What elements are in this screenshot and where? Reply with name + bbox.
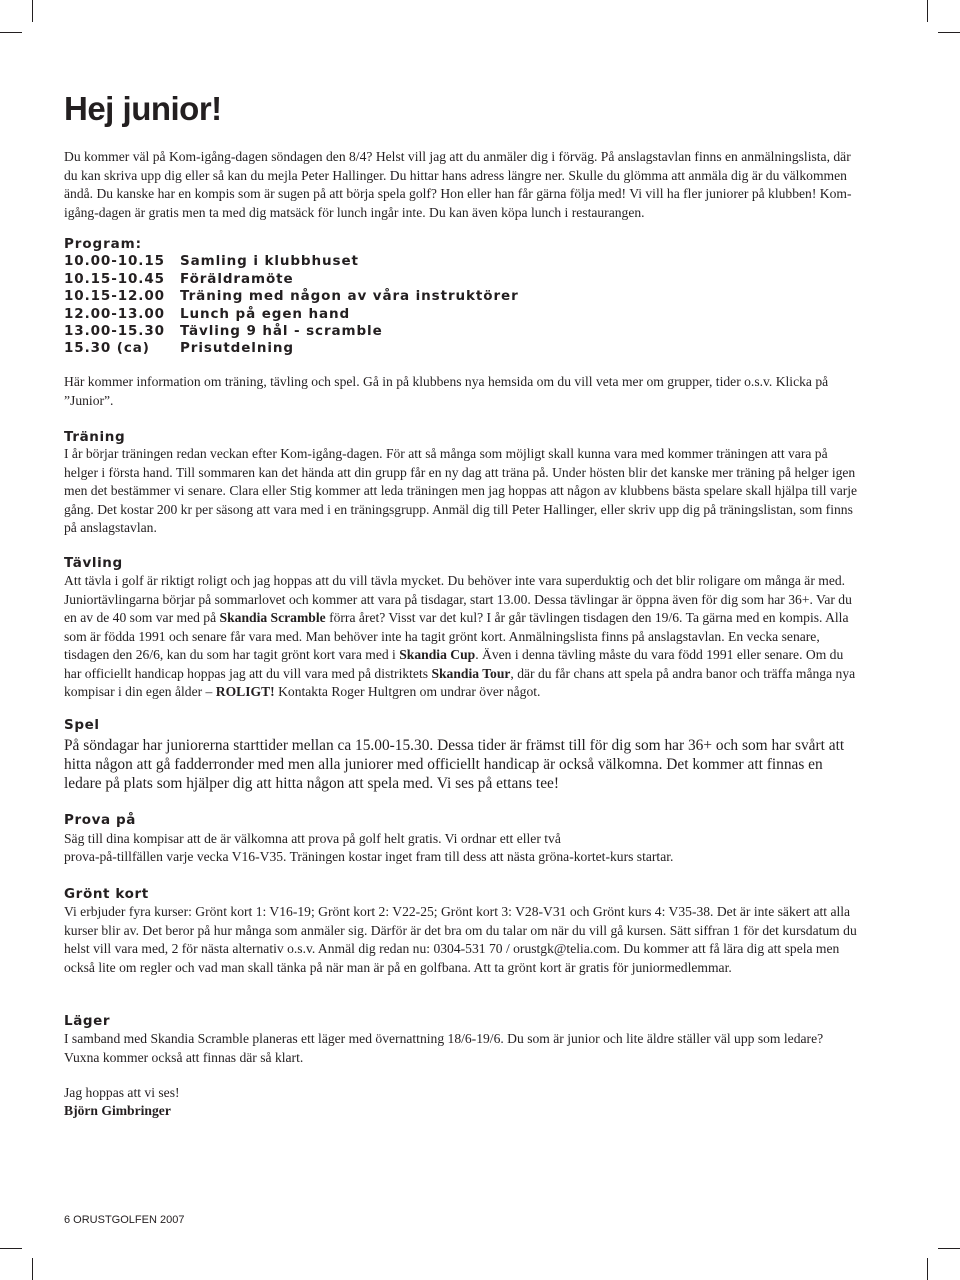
crop-mark-top-left-v: [32, 0, 33, 22]
program-row: [64, 288, 519, 305]
signature: Björn Gimbringer: [64, 1103, 171, 1118]
program-row: [64, 253, 519, 270]
tavling-text: . Även i denna tävling måste du vara född 1991 eller senare. Om du har officiellt handicap hoppas jag att du vill vara med på distriktets: [64, 647, 844, 681]
crop-mark-bottom-left: [0, 1248, 22, 1249]
program-time: 10.00-10.15: [64, 253, 165, 270]
lager-paragraph: I samband med Skandia Scramble planeras ett läger med övernattning 18/6-19/6. Du som är junior och lite äldre ställer väl upp som ledare? Vuxna kommer också att finnas där så klart.: [64, 1031, 824, 1065]
tavling-text: förra året? Visst var det kul? I år går tävlingen tisdagen den 19/6. Ta gärna med en kompis. Alla som är födda 1991 och senare får vara med. Man behöver inte ha tagit grönt kort. Anmälningslista finns på anslagstavlan. En vecka senare, tisdagen den 26/6, kan du som har tagit grönt kort vara med i: [64, 610, 849, 662]
tavling-bold: Skandia Cup: [399, 647, 476, 662]
page-footer: 6 ORUSTGOLFEN 2007: [64, 1214, 185, 1226]
crop-mark-top-right-v: [927, 0, 928, 22]
tavling-text: , där du får chans att spela på andra banor och träffa många nya kompisar i din egen ålder –: [64, 665, 856, 699]
page-title: Hej junior!: [64, 90, 222, 127]
tavling-text: Att tävla i golf är riktigt roligt och jag hoppas att du vill tävla mycket. Du behöver inte vara superduktig och det blir roligare om många är med. Juniortävlingarna börjar på sommarlovet och kommer att vara på tisdagar, start 13.00. Dessa tävlingar är öppna även för dig som har 36+. Var du en av de 40 som var med på: [64, 573, 852, 625]
program-time: 10.15-12.00: [64, 288, 165, 305]
program-heading: Program:: [64, 236, 142, 252]
crop-mark-top-right: [938, 32, 960, 33]
program-activity: Samling i klubbhuset: [180, 253, 359, 270]
spel-paragraph: På söndagar har juniorerna starttider mellan ca 15.00-15.30. Dessa tider är främst till för dig som har 36+ och som har svårt att hitta någon att gå fadderronder med men alla juniorer med officiellt handicap är också välkomna. Det kommer att finnas en ledare på plats som hjälper dig att hitta någon att spela med. Vi ses på ettans tee!: [64, 737, 845, 792]
tavling-text: Kontakta Roger Hultgren om undrar över något.: [274, 684, 541, 699]
program-time: 10.15-10.45: [64, 270, 165, 287]
program-activity: Tävling 9 hål - scramble: [180, 323, 383, 340]
gront-kort-heading: Grönt kort: [64, 886, 149, 902]
info-paragraph: Här kommer information om träning, tävling och spel. Gå in på klubbens nya hemsida om du vill veta mer om grupper, tider o.s.v. Klicka på ”Junior”.: [64, 374, 829, 408]
program-row: [64, 271, 519, 288]
program-activity: Prisutdelning: [180, 340, 294, 357]
tavling-bold: Skandia Tour: [431, 665, 511, 681]
prova-heading: Prova på: [64, 812, 137, 828]
tavling-bold: Skandia Scramble: [219, 610, 326, 625]
program-activity: Föräldramöte: [180, 270, 294, 287]
tavling-bold: ROLIGT!: [215, 684, 275, 699]
lager-heading: Läger: [64, 1013, 111, 1029]
gront-kort-paragraph: Vi erbjuder fyra kurser: Grönt kort 1: V16-19; Grönt kort 2: V22-25; Grönt kort 3: V28-V31 och Grönt kurs 4: V35-38. Det är inte säkert att alla kurser blir av. Det beror på hur många som anmäler sig. Därför är det bra om du talar om när du vill gå kursen. Sätt siffran 1 för det kursdatum du helst vill vara med, 2 för nästa alternativ o.s.v. Anmäl dig redan nu: 0304-531 70 / orustgk@telia.com. Du kommer att få lära dig att spela men också lite om regler och vad man skall tänka på när man är på en golfbana. Att ta grönt kort är gratis för juniormedlemmar.: [64, 904, 857, 975]
spel-heading: Spel: [64, 717, 100, 733]
traning-paragraph: I år börjar träningen redan veckan efter Kom-igång-dagen. För att så många som möjligt skall kunna vara med kommer träningen att vara på helger i första hand. Till sommaren kan det hända att din grupp får en ny dag att träna på. Under hösten blir det kanske mer träning på helger igen men det bestämmer vi senare. Clara eller Stig kommer att leda träningen men jag hoppas att någon av klubbens bästa spelare skall hjälpa till varje gång. Det kostar 200 kr per säsong att vara med i en träningsgrupp. Anmäl dig till Peter Hallinger, eller skriv upp dig på träningslistan, som finns på anslagstavlan.: [64, 446, 858, 535]
prova-line-2: prova-på-tillfällen varje vecka V16-V35. Träningen kostar inget fram till dess att nästa gröna-kortet-kurs startar.: [64, 849, 674, 864]
crop-mark-bottom-left-v: [32, 1258, 33, 1280]
crop-mark-top-left: [0, 32, 22, 33]
crop-mark-bottom-right: [938, 1248, 960, 1249]
closing-line: Jag hoppas att vi ses!: [64, 1085, 180, 1100]
tavling-paragraph: [64, 572, 860, 702]
program-row: [64, 340, 519, 357]
program-time: 13.00-15.30: [64, 323, 165, 340]
crop-mark-bottom-right-v: [927, 1258, 928, 1280]
program-time: 12.00-13.00: [64, 305, 165, 322]
program-row: [64, 306, 519, 323]
program-activity: Träning med någon av våra instruktörer: [180, 288, 519, 305]
traning-heading: Träning: [64, 429, 126, 445]
program-row: [64, 323, 519, 340]
prova-line-1: Säg till dina kompisar att de är välkomna att prova på golf helt gratis. Vi ordnar ett eller två: [64, 831, 561, 846]
intro-paragraph: Du kommer väl på Kom-igång-dagen söndagen den 8/4? Helst vill jag att du anmäler dig i förväg. På anslagstavlan finns en anmälningslista, där du kan skriva upp dig eller så kan du mejla Peter Hallinger. Du hittar hans adress längre ner. Skulle du glömma att anmäla dig är du välkommen ändå. Du kanske har en kompis som är sugen på att börja spela golf? Hon eller han får gärna följa med! Vi vill ha fler juniorer på klubben! Kom-igång-dagen är gratis men ta med dig matsäck för lunch ingår inte. Du kan även köpa lunch i restaurangen.: [64, 149, 852, 220]
tavling-heading: Tävling: [64, 555, 123, 571]
program-list: [64, 236, 519, 358]
program-time: 15.30 (ca): [64, 340, 150, 357]
program-activity: Lunch på egen hand: [180, 305, 351, 322]
